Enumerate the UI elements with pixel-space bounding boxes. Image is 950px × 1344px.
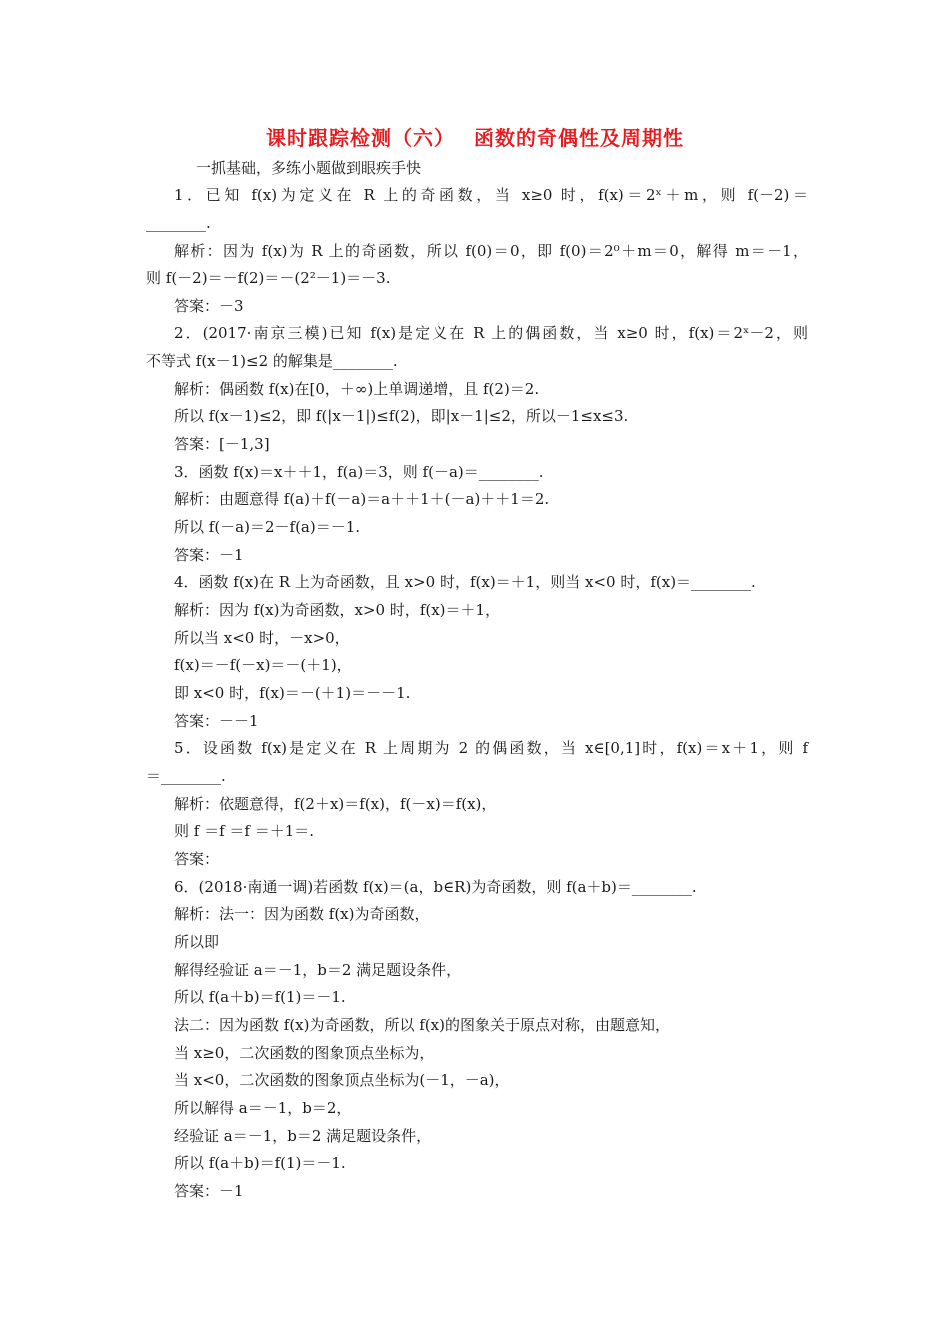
page-title: 课时跟踪检测（六） 函数的奇偶性及周期性 [266, 126, 684, 150]
q6-solution-line-8: 所以解得 a＝－1，b＝2， [174, 1099, 352, 1117]
q6-line-1: 6．(2018·南通一调)若函数 f(x)＝(a，b∈R)为奇函数，则 f(a＋b)＝________. [174, 878, 697, 896]
q2-line-2: 不等式 f(x－1)≤2 的解集是________. [146, 352, 398, 370]
q1-solution-line-2: 则 f(－2)＝－f(2)＝－(2²－1)＝－3. [146, 269, 391, 287]
q6-solution-line-10: 所以 f(a＋b)＝f(1)＝－1. [174, 1154, 346, 1172]
q3-solution-line-1: 解析：由题意得 f(a)＋f(－a)＝a＋＋1＋(－a)＋＋1＝2. [174, 490, 550, 508]
q6-solution-line-9: 经验证 a＝－1，b＝2 满足题设条件， [174, 1127, 432, 1145]
q3-answer: 答案：－1 [174, 546, 244, 564]
q5-solution-line-2: 则 f ＝f ＝f ＝＋1＝. [174, 822, 315, 840]
q1-solution-line-1: 解析：因为 f(x)为 R 上的奇函数，所以 f(0)＝0，即 f(0)＝2⁰＋m＝0，解得 m＝－1， [174, 242, 808, 260]
q6-answer: 答案：－1 [174, 1182, 244, 1200]
q5-solution-line-1: 解析：依题意得，f(2＋x)＝f(x)，f(－x)＝f(x)， [174, 795, 497, 813]
q5-answer: 答案： [174, 850, 220, 868]
q1-line-2: ________. [146, 214, 211, 232]
q4-line-1: 4．函数 f(x)在 R 上为奇函数，且 x>0 时，f(x)＝＋1，则当 x<0 时，f(x)＝________. [174, 573, 756, 591]
q2-answer: 答案：[－1,3] [174, 435, 270, 453]
q4-solution-line-2: 所以当 x<0 时，－x>0， [174, 629, 350, 647]
q4-answer: 答案：－－1 [174, 712, 259, 730]
q1-line-1: 1．已知 f(x)为定义在 R 上的奇函数，当 x≥0 时，f(x)＝2ˣ＋m，则 f(－2)＝ [174, 186, 808, 204]
q6-solution-line-7: 当 x<0，二次函数的图象顶点坐标为(－1，－a)， [174, 1071, 510, 1089]
q6-solution-line-6: 当 x≥0，二次函数的图象顶点坐标为， [174, 1044, 435, 1062]
q2-solution-line-1: 解析：偶函数 f(x)在[0，＋∞)上单调递增，且 f(2)＝2. [174, 380, 540, 398]
q4-solution-line-4: 即 x<0 时，f(x)＝－(＋1)＝－－1. [174, 684, 411, 702]
q5-line-1: 5．设函数 f(x)是定义在 R 上周期为 2 的偶函数，当 x∈[0,1]时，f(x)＝x＋1，则 f [174, 739, 808, 757]
q2-solution-line-2: 所以 f(x－1)≤2，即 f(|x－1|)≤f(2)，即|x－1|≤2，所以－1≤x≤3. [174, 407, 629, 425]
q6-solution-line-5: 法二：因为函数 f(x)为奇函数，所以 f(x)的图象关于原点对称，由题意知， [174, 1016, 670, 1034]
q6-solution-line-1: 解析：法一：因为函数 f(x)为奇函数， [174, 905, 430, 923]
q3-solution-line-2: 所以 f(－a)＝2－f(a)＝－1. [174, 518, 361, 536]
q4-solution-line-3: f(x)＝－f(－x)＝－(＋1)， [174, 656, 352, 674]
q6-solution-line-2: 所以即 [174, 933, 220, 951]
q6-solution-line-3: 解得经验证 a＝－1，b＝2 满足题设条件， [174, 961, 462, 979]
section-subtitle: 一抓基础，多练小题做到眼疾手快 [196, 159, 422, 177]
q1-answer: 答案：－3 [174, 297, 244, 315]
q5-line-2: ＝________. [146, 767, 226, 785]
q6-solution-line-4: 所以 f(a＋b)＝f(1)＝－1. [174, 988, 346, 1006]
q3-line-1: 3．函数 f(x)＝x＋＋1，f(a)＝3，则 f(－a)＝________. [174, 463, 544, 481]
q4-solution-line-1: 解析：因为 f(x)为奇函数，x>0 时，f(x)＝＋1， [174, 601, 501, 619]
q2-line-1: 2．(2017·南京三模)已知 f(x)是定义在 R 上的偶函数，当 x≥0 时，f(x)＝2ˣ－2，则 [174, 324, 808, 342]
